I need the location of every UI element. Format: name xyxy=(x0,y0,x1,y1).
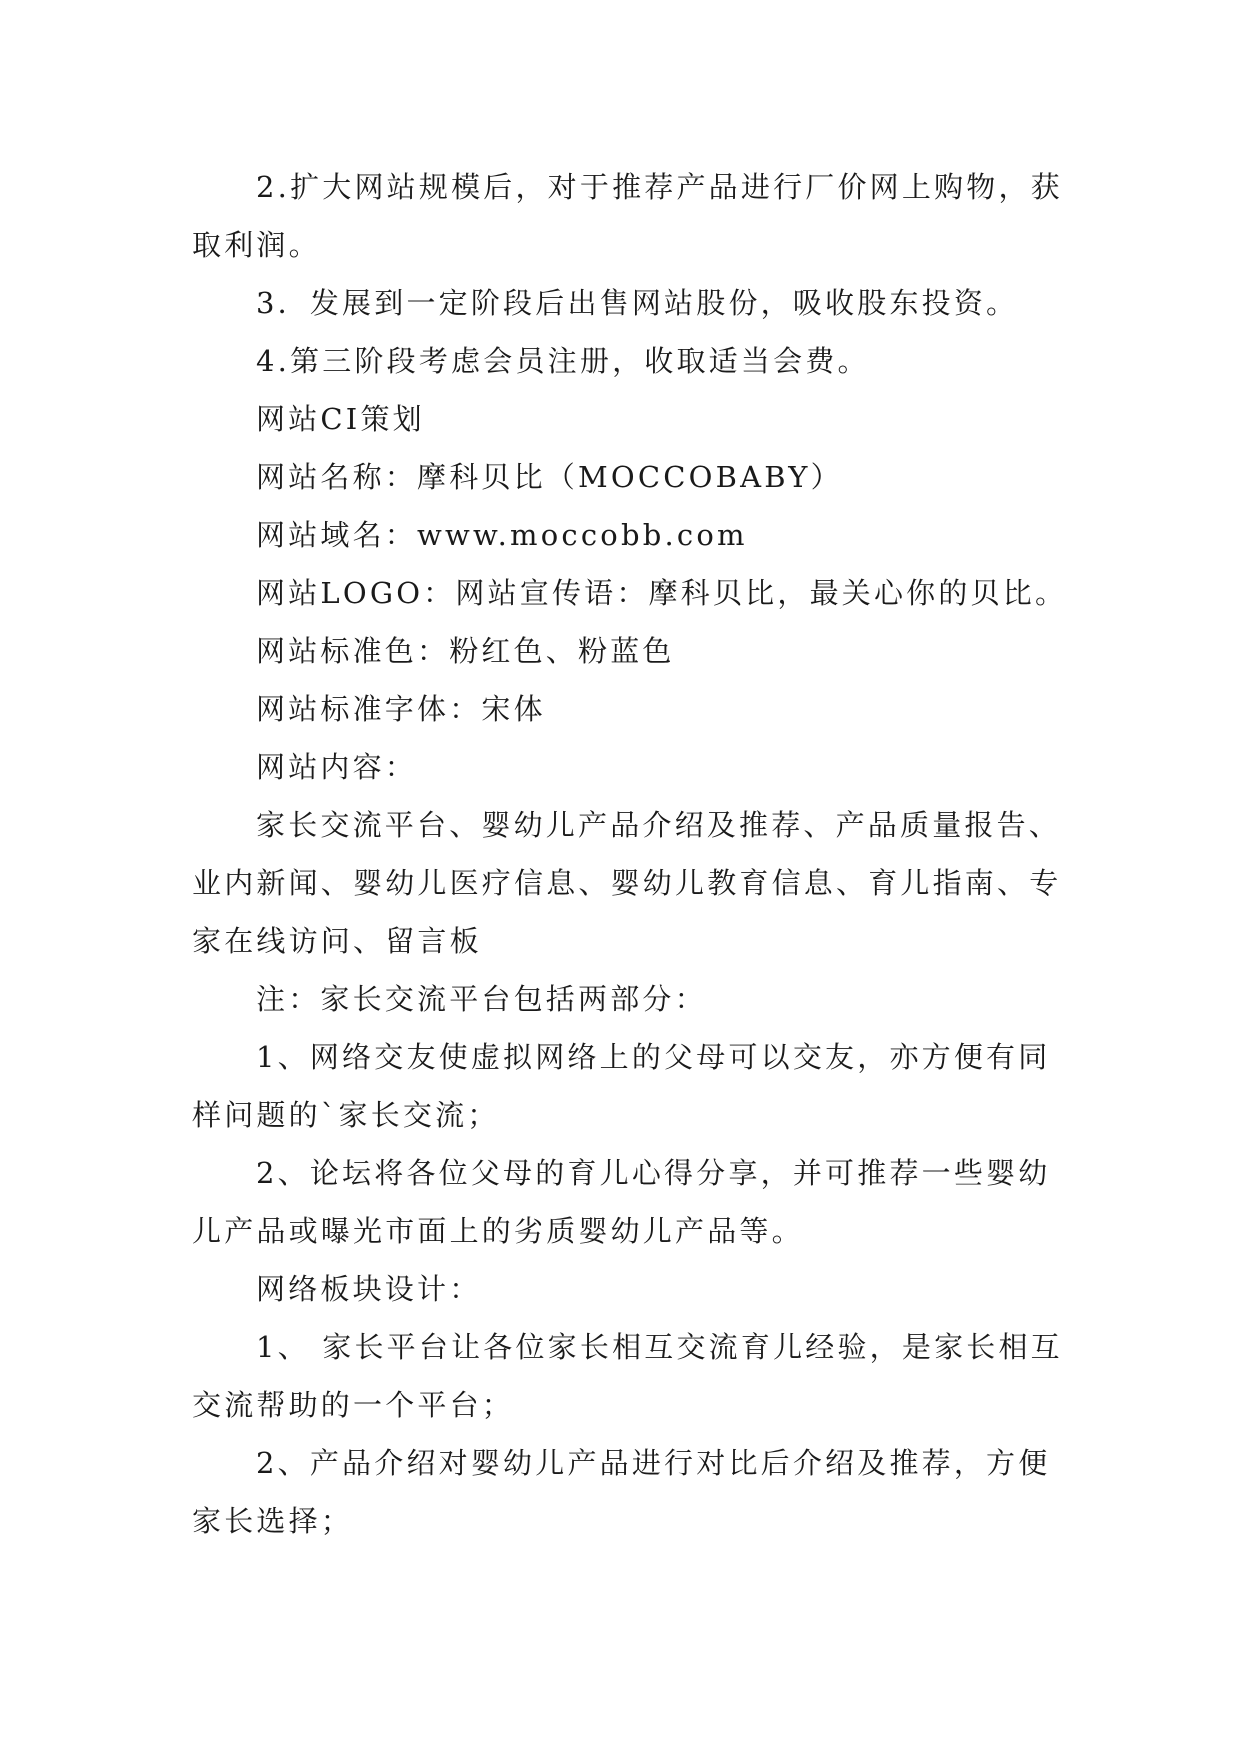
paragraph: 3．发展到一定阶段后出售网站股份，吸收股东投资。 xyxy=(256,286,1019,320)
paragraph: 4.第三阶段考虑会员注册，收取适当会费。 xyxy=(256,344,870,378)
paragraph: 网站域名：www.moccobb.com xyxy=(256,518,748,552)
paragraph: 1、网络交友使虚拟网络上的父母可以交友，亦方便有同样问题的`家长交流； xyxy=(192,1040,1051,1132)
paragraph: 家长交流平台、婴幼儿产品介绍及推荐、产品质量报告、业内新闻、婴幼儿医疗信息、婴幼儿教育信息、育儿指南、专家在线访问、留言板 xyxy=(192,808,1062,958)
paragraph: 注：家长交流平台包括两部分： xyxy=(256,982,707,1016)
paragraph: 网站名称：摩科贝比（MOCCOBABY） xyxy=(256,460,843,494)
section-heading: 网站内容： xyxy=(256,750,418,784)
paragraph: 网站标准色：粉红色、粉蓝色 xyxy=(256,634,675,668)
paragraph: 2、产品介绍对婴幼儿产品进行对比后介绍及推荐，方便家长选择； xyxy=(192,1446,1051,1538)
paragraph: 2、论坛将各位父母的育儿心得分享，并可推荐一些婴幼儿产品或曝光市面上的劣质婴幼儿产品等。 xyxy=(192,1156,1051,1248)
paragraph: 网站标准字体：宋体 xyxy=(256,692,546,726)
section-heading: 网络板块设计： xyxy=(256,1272,482,1306)
document-body xyxy=(192,158,1072,1550)
paragraph: 1、 家长平台让各位家长相互交流育儿经验，是家长相互交流帮助的一个平台； xyxy=(192,1330,1063,1422)
paragraph: 2.扩大网站规模后，对于推荐产品进行厂价网上购物，获取利润。 xyxy=(192,170,1063,262)
paragraph: 网站LOGO：网站宣传语：摩科贝比，最关心你的贝比。 xyxy=(256,576,1068,610)
section-heading: 网站CI策划 xyxy=(256,402,425,436)
